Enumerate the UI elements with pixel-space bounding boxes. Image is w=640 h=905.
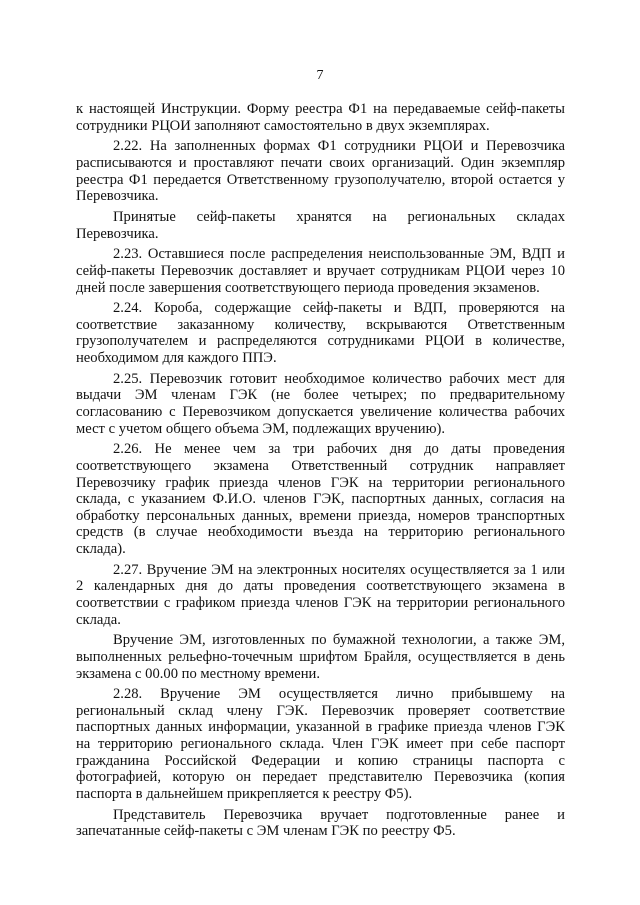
page-number: 7 [316,68,324,83]
paragraph-2-26: 2.26. Не менее чем за три рабочих дня до даты проведения соответствующего экзамена Ответственный сотрудник направляет Перевозчику график приезда членов ГЭК на территории регионального склада, с указанием Ф.И.О. членов ГЭК, паспортных данных, согласия на обработку персональных данных, времени приезда, номеров транспортных средств (в случае необходимости въезда на территорию регионального склада). [76,441,565,557]
paragraph-2-22: 2.22. На заполненных формах Ф1 сотрудники РЦОИ и Перевозчика расписываются и проставляют печати своих организаций. Один экземпляр реестра Ф1 передается Ответственному грузополучателю, второй остается у Перевозчика. [76,138,565,205]
paragraph-2-28: 2.28. Вручение ЭМ осуществляется лично прибывшему на региональный склад члену ГЭК. Перевозчик проверяет соответствие паспортных данных информации, указанной в графике приезда членов ГЭК на территорию регионального склада. Член ГЭК имеет при себе паспорт гражданина Российской Федерации и копию страницы паспорта с фотографией, которую он передает представителю Перевозчика (копия паспорта в дальнейшем прикрепляется к реестру Ф5). [76,686,565,802]
document-body [76,101,565,844]
paragraph-continuation: к настоящей Инструкции. Форму реестра Ф1 на передаваемые сейф-пакеты сотрудники РЦОИ заполняют самостоятельно в двух экземплярах. [76,101,565,134]
paragraph-2-27: 2.27. Вручение ЭМ на электронных носителях осуществляется за 1 или 2 календарных дня до даты проведения соответствующего экзамена в соответствии с графиком приезда членов ГЭК на территории регионального склада. [76,561,565,628]
paragraph-2-23: 2.23. Оставшиеся после распределения неиспользованные ЭМ, ВДП и сейф-пакеты Перевозчик доставляет и вручает сотрудникам РЦОИ через 10 дней после завершения соответствующего периода проведения экзаменов. [76,246,565,296]
paragraph-2-25: 2.25. Перевозчик готовит необходимое количество рабочих мест для выдачи ЭМ членам ГЭК (не более четырех; по предварительному согласованию с Перевозчиком допускается увеличение количества рабочих мест с учетом общего объема ЭМ, подлежащих вручению). [76,370,565,437]
paragraph-2-24: 2.24. Короба, содержащие сейф-пакеты и ВДП, проверяются на соответствие заказанному количеству, вскрываются Ответственным грузополучателем и распределяются сотрудниками РЦОИ в количестве, необходимом для каждого ППЭ. [76,300,565,367]
paragraph-handover: Представитель Перевозчика вручает подготовленные ранее и запечатанные сейф-пакеты с ЭМ членам ГЭК по реестру Ф5. [76,806,565,840]
paragraph-braille: Вручение ЭМ, изготовленных по бумажной технологии, а также ЭМ, выполненных рельефно-точечным шрифтом Брайля, осуществляется в день экзамена с 00.00 по местному времени. [76,632,565,682]
paragraph-storage: Принятые сейф-пакеты хранятся на региональных складах Перевозчика. [76,208,565,242]
